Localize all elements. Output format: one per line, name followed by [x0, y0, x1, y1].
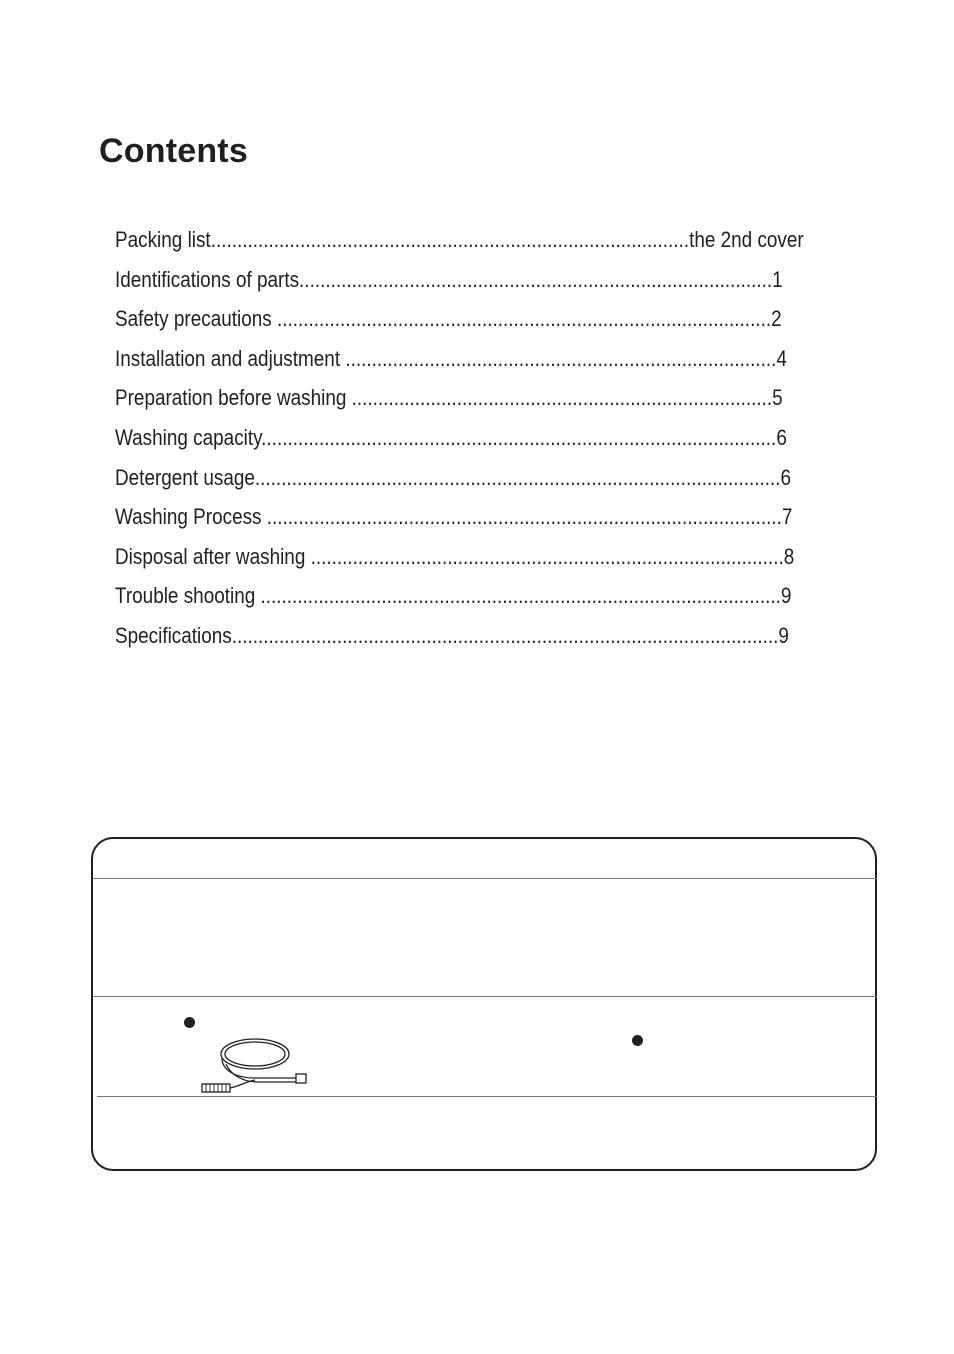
toc-label: Washing capacity — [115, 424, 262, 450]
toc-item-installation[interactable] — [115, 339, 875, 379]
toc-label: Identifications of parts — [115, 266, 300, 292]
toc-page: 7 — [781, 504, 793, 530]
toc-label: Safety precautions — [115, 306, 277, 332]
toc-label: Specifications — [115, 622, 232, 648]
toc-leader: .......................................................................................... — [310, 543, 784, 569]
toc-leader: .................................................................................................... — [254, 464, 781, 490]
toc-leader: .................................................................................. — [345, 345, 777, 371]
toc-item-capacity[interactable] — [115, 418, 875, 458]
drain-hose-icon — [200, 1036, 312, 1096]
toc-page: 2 — [771, 306, 782, 332]
toc-page: 6 — [780, 464, 792, 490]
toc-item-specifications[interactable] — [115, 616, 875, 656]
box-divider — [97, 1096, 877, 1097]
toc-label: Packing list — [115, 227, 211, 252]
packing-list-box — [91, 837, 877, 1171]
page-title: Contents — [99, 132, 248, 170]
toc-leader: ........................................................................................................ — [231, 622, 779, 648]
toc-leader: .................................................................................................. — [261, 424, 777, 450]
toc-item-preparation[interactable] — [115, 378, 875, 418]
toc-leader: ................................................................................ — [351, 385, 773, 411]
toc-leader: ................................................................................................... — [260, 583, 781, 609]
bullet-icon — [632, 1035, 643, 1046]
toc-label: Trouble shooting — [115, 583, 261, 609]
toc-page: 9 — [780, 583, 792, 609]
toc-item-disposal[interactable] — [115, 537, 875, 577]
toc-leader: ........................................................................................... — [210, 227, 690, 252]
bullet-icon — [184, 1017, 195, 1028]
toc-page: 5 — [772, 385, 783, 411]
toc-page: 9 — [778, 622, 789, 648]
toc-label: Detergent usage — [115, 464, 255, 490]
toc-page: 4 — [776, 345, 787, 371]
toc-leader: .............................................................................................. — [276, 306, 772, 332]
toc-item-safety[interactable] — [115, 299, 875, 339]
toc-item-washing-process[interactable] — [115, 497, 875, 537]
toc-page: 1 — [772, 266, 783, 292]
table-of-contents — [115, 220, 875, 656]
toc-page: 8 — [783, 543, 795, 569]
toc-page: 6 — [776, 424, 787, 450]
toc-item-detergent[interactable] — [115, 458, 875, 498]
box-divider — [93, 878, 877, 879]
toc-label: Washing Process — [115, 504, 267, 530]
toc-label: Disposal after washing — [115, 543, 311, 569]
toc-leader: .......................................................................................... — [299, 266, 773, 292]
toc-item-packing-list[interactable] — [115, 220, 875, 260]
toc-item-trouble-shooting[interactable] — [115, 576, 875, 616]
toc-item-identifications[interactable] — [115, 260, 875, 300]
box-divider — [93, 996, 877, 997]
toc-label: Preparation before washing — [115, 385, 352, 411]
toc-label: Installation and adjustment — [115, 345, 346, 371]
toc-page: the 2nd cover — [689, 227, 804, 252]
toc-leader: .................................................................................................. — [266, 504, 782, 530]
